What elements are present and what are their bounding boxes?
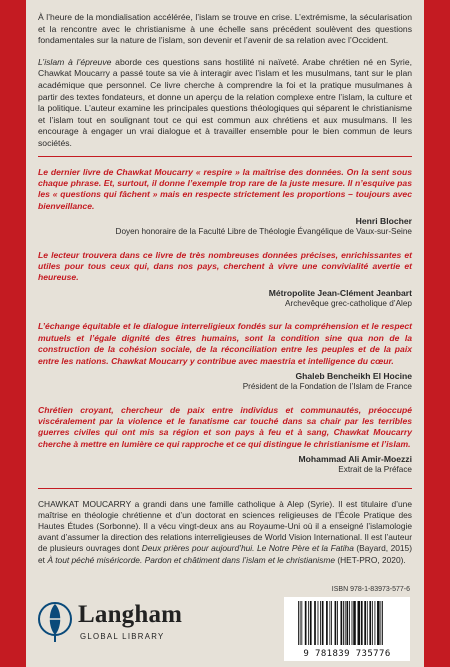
endorsement-1 — [38, 167, 412, 238]
author-bio-text — [38, 499, 412, 566]
barcode-bar — [377, 601, 380, 645]
publisher-name: Langham — [78, 601, 183, 628]
barcode-bar — [341, 601, 343, 645]
barcode-bars — [296, 601, 398, 645]
book-title: L’islam à l’épreuve — [38, 56, 112, 67]
barcode-bar — [343, 601, 344, 645]
bio-text-3: (HET-PRO, 2020). — [335, 554, 406, 565]
barcode-bar — [346, 601, 348, 645]
barcode-bar — [375, 601, 376, 645]
endorsement-2 — [38, 250, 412, 310]
barcode-bar — [331, 601, 332, 645]
barcode-bar — [298, 601, 299, 645]
barcode-bar — [345, 601, 346, 645]
intro-paragraph-1: À l’heure de la mondialisation accélérée, l’islam se trouve en crise. L’extrémisme, la sécularisation et la rencontre avec le christianisme à une échelle sans précédent soulèvent des questions fondamentales sur la nature de l’islam, son devenir et l’avenir de sa relation avec l’Occident. — [38, 12, 412, 46]
barcode-bar — [310, 601, 312, 645]
barcode-bar — [314, 601, 316, 645]
langham-logo-icon — [38, 599, 72, 643]
endorsement-quote: L’échange équitable et le dialogue interreligieux fondés sur la compréhension et le respect mutuels et l’égale dignité des êtres humains, sont la condition sine qua non de la construction de la cohésion sociale, de la réconciliation entre les peuples et de la paix entre les nations. Chawkat Moucarry y contribue avec maestria et intelligence du cœur. — [38, 321, 412, 366]
publisher-logo — [38, 599, 188, 649]
divider-top — [38, 156, 412, 157]
footer — [38, 586, 412, 664]
barcode-bar — [364, 601, 366, 645]
endorsement-role: Président de la Fondation de l’Islam de France — [242, 382, 412, 391]
barcode-bar — [335, 601, 337, 645]
endorsement-4 — [38, 405, 412, 476]
intro-paragraph-2-text: aborde ces questions sans hostilité ni naïveté. Arabe chrétien né en Syrie, Chawkat Moucarry a passé toute sa vie à interagir avec l’islam et les musulmans, tant sur le plan académique que personnel. Ce livre cherche à comprendre la foi et la pratique musulmanes à partir des textes fondateurs, et donne un aperçu de la relation complexe entre l’islam, la culture et la politique. L’auteur examine les principales questions théologiques qui séparent le christianisme et l’islam tout en soulignant tout ce qui est commun aux chrétiens et aux musulmans. Il les encourage à engager un vrai dialogue et à travailler ensemble pour le bien commun de leurs sociétés. — [38, 56, 412, 148]
endorsement-quote: Le lecteur trouvera dans ce livre de très nombreuses données précises, enrichissantes et utiles pour tous ceux qui, dans nos pays, cherchent à vivre une convivialité avertie et heureuse. — [38, 249, 412, 283]
barcode-bar — [326, 601, 328, 645]
divider-bottom — [38, 488, 412, 489]
endorsement-author: Ghaleb Bencheikh El Hocine — [295, 371, 412, 381]
intro — [38, 12, 412, 150]
barcode-bar — [369, 601, 371, 645]
barcode-bar — [337, 601, 338, 645]
barcode-bar — [300, 601, 301, 645]
endorsement-author: Mohammad Ali Amir-Moezzi — [298, 454, 412, 465]
barcode-bar — [372, 601, 373, 645]
bio-book-title-1: Deux prières pour aujourd’hui. Le Notre Père et la Fatiha — [141, 543, 354, 554]
back-cover — [26, 0, 424, 667]
endorsement-author: Henri Blocher — [355, 216, 412, 227]
endorsement-role: Extrait de la Préface — [338, 465, 412, 475]
publisher-subtitle: GLOBAL LIBRARY — [80, 632, 165, 641]
endorsement-quote: Chrétien croyant, chercheur de paix entre individus et communautés, préoccupé viscéralement par la violence et le fanatisme car touché dans sa chair par les terribles guerres civiles qui ont mis sa région et son pays à feu et à sang, Chawkat Moucarry cherche à mettre en lumière ce qui rapproche et ce qui distingue le christianisme et l’islam. — [38, 404, 412, 449]
barcode-bar — [320, 601, 321, 645]
endorsement-author: Métropolite Jean-Clément Jeanbart — [268, 287, 412, 298]
bio-text-1: CHAWKAT MOUCARRY a grandi dans une famille catholique à Alep (Syrie). Il est titulaire d’une maîtrise en théologie chrétienne et d’un doctorat en sciences religieuses de l’École Pratique des Hautes Études (Sorbonne). Il a vécu vingt-deux ans au Royaume-Uni où il a enseigné l’islamologie avant d’assumer la direction des relations interreligieuses de World Vision International. Il est l’auteur de plusieurs ouvrages dont — [38, 498, 412, 554]
barcode-bar — [349, 601, 350, 645]
endorsement-role: Doyen honoraire de la Faculté Libre de Théologie Évangélique de Vaux-sur-Seine — [115, 227, 412, 237]
barcode-bar — [308, 601, 309, 645]
barcode-bar — [305, 601, 307, 645]
bio-book-title-2: À tout péché miséricorde. Pardon et châtiment dans l’islam et le christianisme — [47, 554, 335, 565]
barcode-bar — [380, 601, 381, 645]
barcode-number: 9 781839 735776 — [303, 649, 391, 659]
barcode-bar — [322, 601, 324, 645]
endorsement-3 — [38, 321, 412, 392]
barcode-bar — [301, 601, 302, 645]
bio-text-2: (Bayard, 2015) et — [38, 543, 412, 565]
barcode-bar — [382, 601, 383, 645]
barcode-bar — [352, 601, 353, 645]
barcode-bar — [358, 601, 361, 645]
endorsement-role: Archevêque grec-catholique d’Alep — [285, 298, 412, 308]
intro-paragraph-2 — [38, 57, 412, 150]
barcode-bar — [361, 601, 363, 645]
barcode-bar — [353, 601, 356, 645]
barcode — [284, 597, 410, 661]
endorsement-quote: Le dernier livre de Chawkat Moucarry « respire » la maîtrise des données. On la sent sous chaque phrase. Et, surtout, il donne l’exemple trop rare de la juste mesure. Il n’esquive pas les « questions qui fâchent » mais en respecte strictement les proportions – toujours avec bienveillance. — [38, 166, 412, 211]
barcode-bar — [329, 601, 330, 645]
isbn-text: ISBN 978-1-83973-577-6 — [331, 586, 410, 593]
author-bio — [38, 499, 412, 566]
barcode-bar — [367, 601, 368, 645]
barcode-bar — [318, 601, 319, 645]
